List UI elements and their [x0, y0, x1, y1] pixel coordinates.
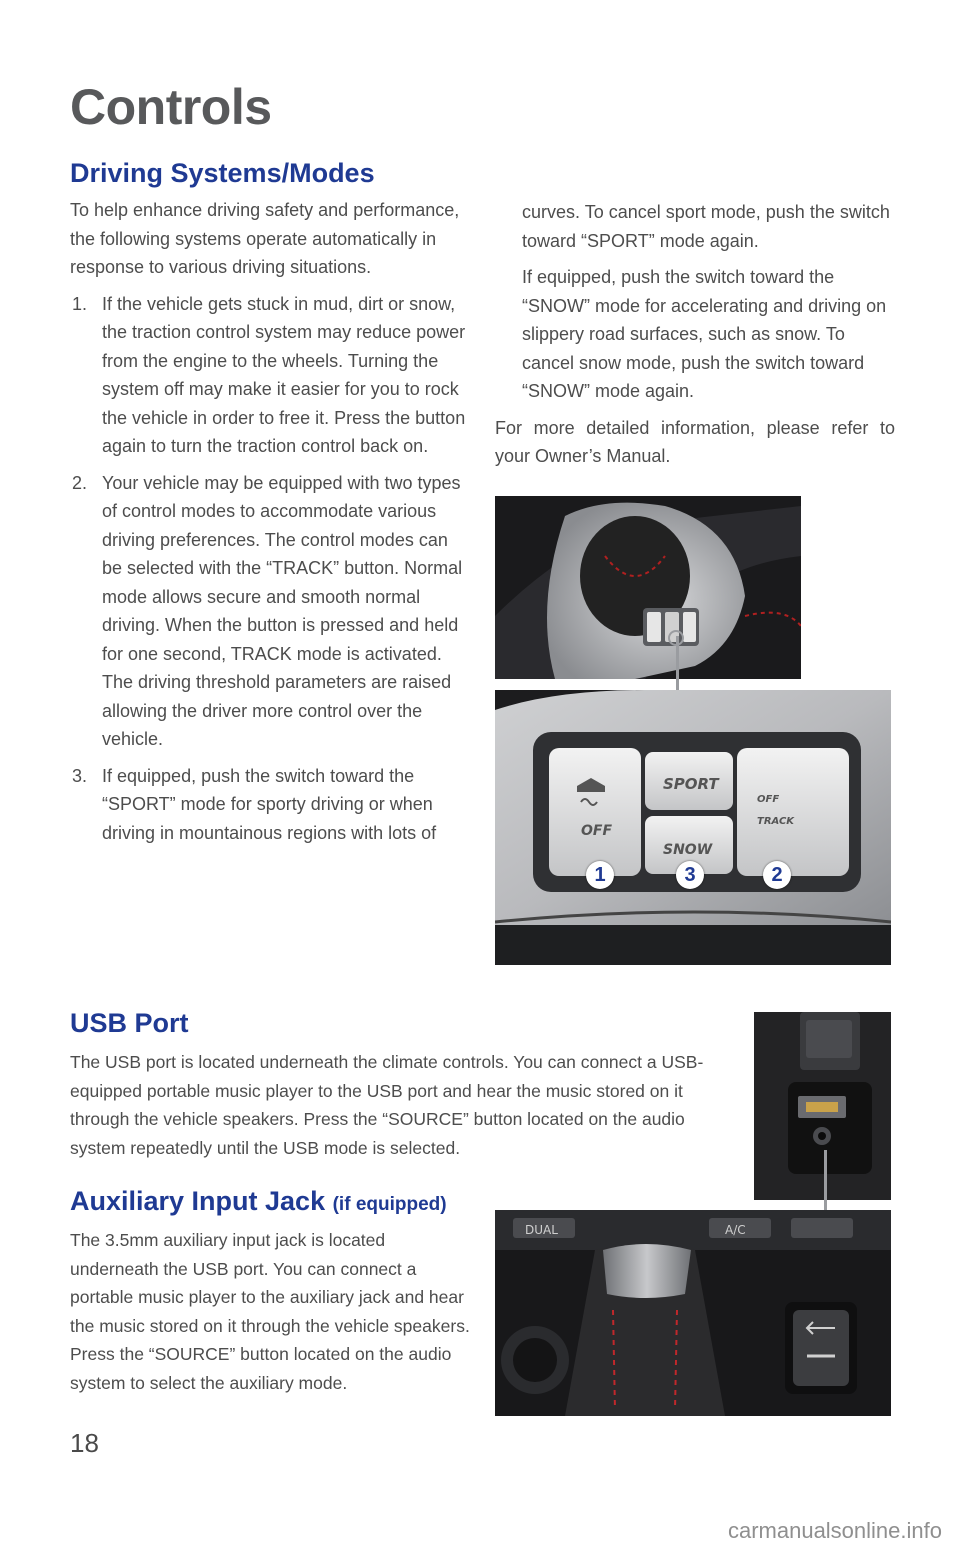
aux-section-title — [70, 1186, 447, 1217]
callout-3: 3 — [676, 861, 704, 889]
track-label: TRACK — [757, 816, 795, 827]
snow-label: SNOW — [663, 842, 713, 858]
list-item-text: If equipped, push the switch toward the “SPORT” mode for sporty driving or when driving in mountainous regions with lots of — [102, 765, 437, 843]
aux-title-sub: (if equipped) — [332, 1194, 447, 1215]
page-title: Controls — [70, 79, 272, 135]
snow-mode-text: If equipped, push the switch toward the “SNOW” mode for accelerating and driving on slippery road surfaces, such as snow. To cancel snow mode, push the switch toward “SNOW” mode again. — [522, 267, 887, 401]
usb-port-illustration — [754, 1012, 891, 1200]
console-illustration — [495, 1210, 891, 1416]
ac-label: A/C — [725, 1223, 746, 1237]
off-label: OFF — [581, 823, 613, 839]
mode-switch-photo — [495, 690, 891, 965]
list-item — [70, 290, 470, 461]
page-number: 18 — [70, 1428, 99, 1458]
callout-2: 2 — [763, 861, 791, 889]
list-item-number: 1. — [72, 293, 88, 314]
usb-section-title: USB Port — [70, 1008, 189, 1038]
off2-label: OFF — [757, 794, 780, 805]
shifter-photo — [495, 496, 801, 679]
callout-ring — [668, 630, 684, 646]
aux-text: The 3.5mm auxiliary input jack is located underneath the USB port. You can connect a portable music player to the auxiliary jack and hear the music stored on it through the vehicle speakers. Press the “SOURCE” button located on the audio system to select the auxiliary mode. — [70, 1230, 470, 1393]
sport-label: SPORT — [663, 775, 719, 793]
driving-list — [70, 290, 470, 848]
sport-continued-text: curves. To cancel sport mode, push the switch toward “SPORT” mode again. — [522, 202, 890, 251]
list-item-number: 2. — [72, 472, 88, 493]
list-item — [70, 762, 470, 848]
callout-1: 1 — [586, 861, 614, 889]
dual-label: DUAL — [525, 1223, 558, 1237]
list-item — [70, 469, 470, 754]
list-item-number: 3. — [72, 765, 88, 786]
driving-section-title: Driving Systems/Modes — [70, 158, 375, 188]
aux-title-text: Auxiliary Input Jack — [70, 1186, 326, 1216]
list-item-text: Your vehicle may be equipped with two types of control modes to accommodate various driving preferences. The control modes can be selected with the “TRACK” button. Normal mode allows secure and smooth normal driving. When the button is pressed and held for one second, TRACK mode is activated. The driving threshold parameters are raised allowing the driver more control over the vehicle. — [102, 472, 463, 749]
mode-switch-illustration — [495, 690, 891, 965]
watermark: carmanualsonline.info — [727, 1518, 942, 1543]
driving-left-column — [70, 196, 470, 855]
usb-port-photo — [754, 1012, 891, 1200]
driving-intro: To help enhance driving safety and performance, the following systems operate automatically in response to various driving situations. — [70, 200, 460, 277]
shifter-illustration — [495, 496, 801, 679]
more-info-text: For more detailed information, please refer to your Owner’s Manual. — [495, 417, 895, 466]
console-photo — [495, 1210, 891, 1416]
list-item-text: If the vehicle gets stuck in mud, dirt or snow, the traction control system may reduce power from the engine to the wheels. Turning the system off may make it easier for you to rock the vehicle in order to free it. Press the button again to turn the traction control back on. — [102, 293, 466, 456]
usb-text: The USB port is located underneath the climate controls. You can connect a USB-equipped portable music player to the USB port and hear the music stored on it through the vehicle speakers. Press the “SOURCE” button located on the audio system repeatedly until the USB mode is selected. — [70, 1052, 704, 1158]
driving-right-column — [495, 198, 895, 479]
